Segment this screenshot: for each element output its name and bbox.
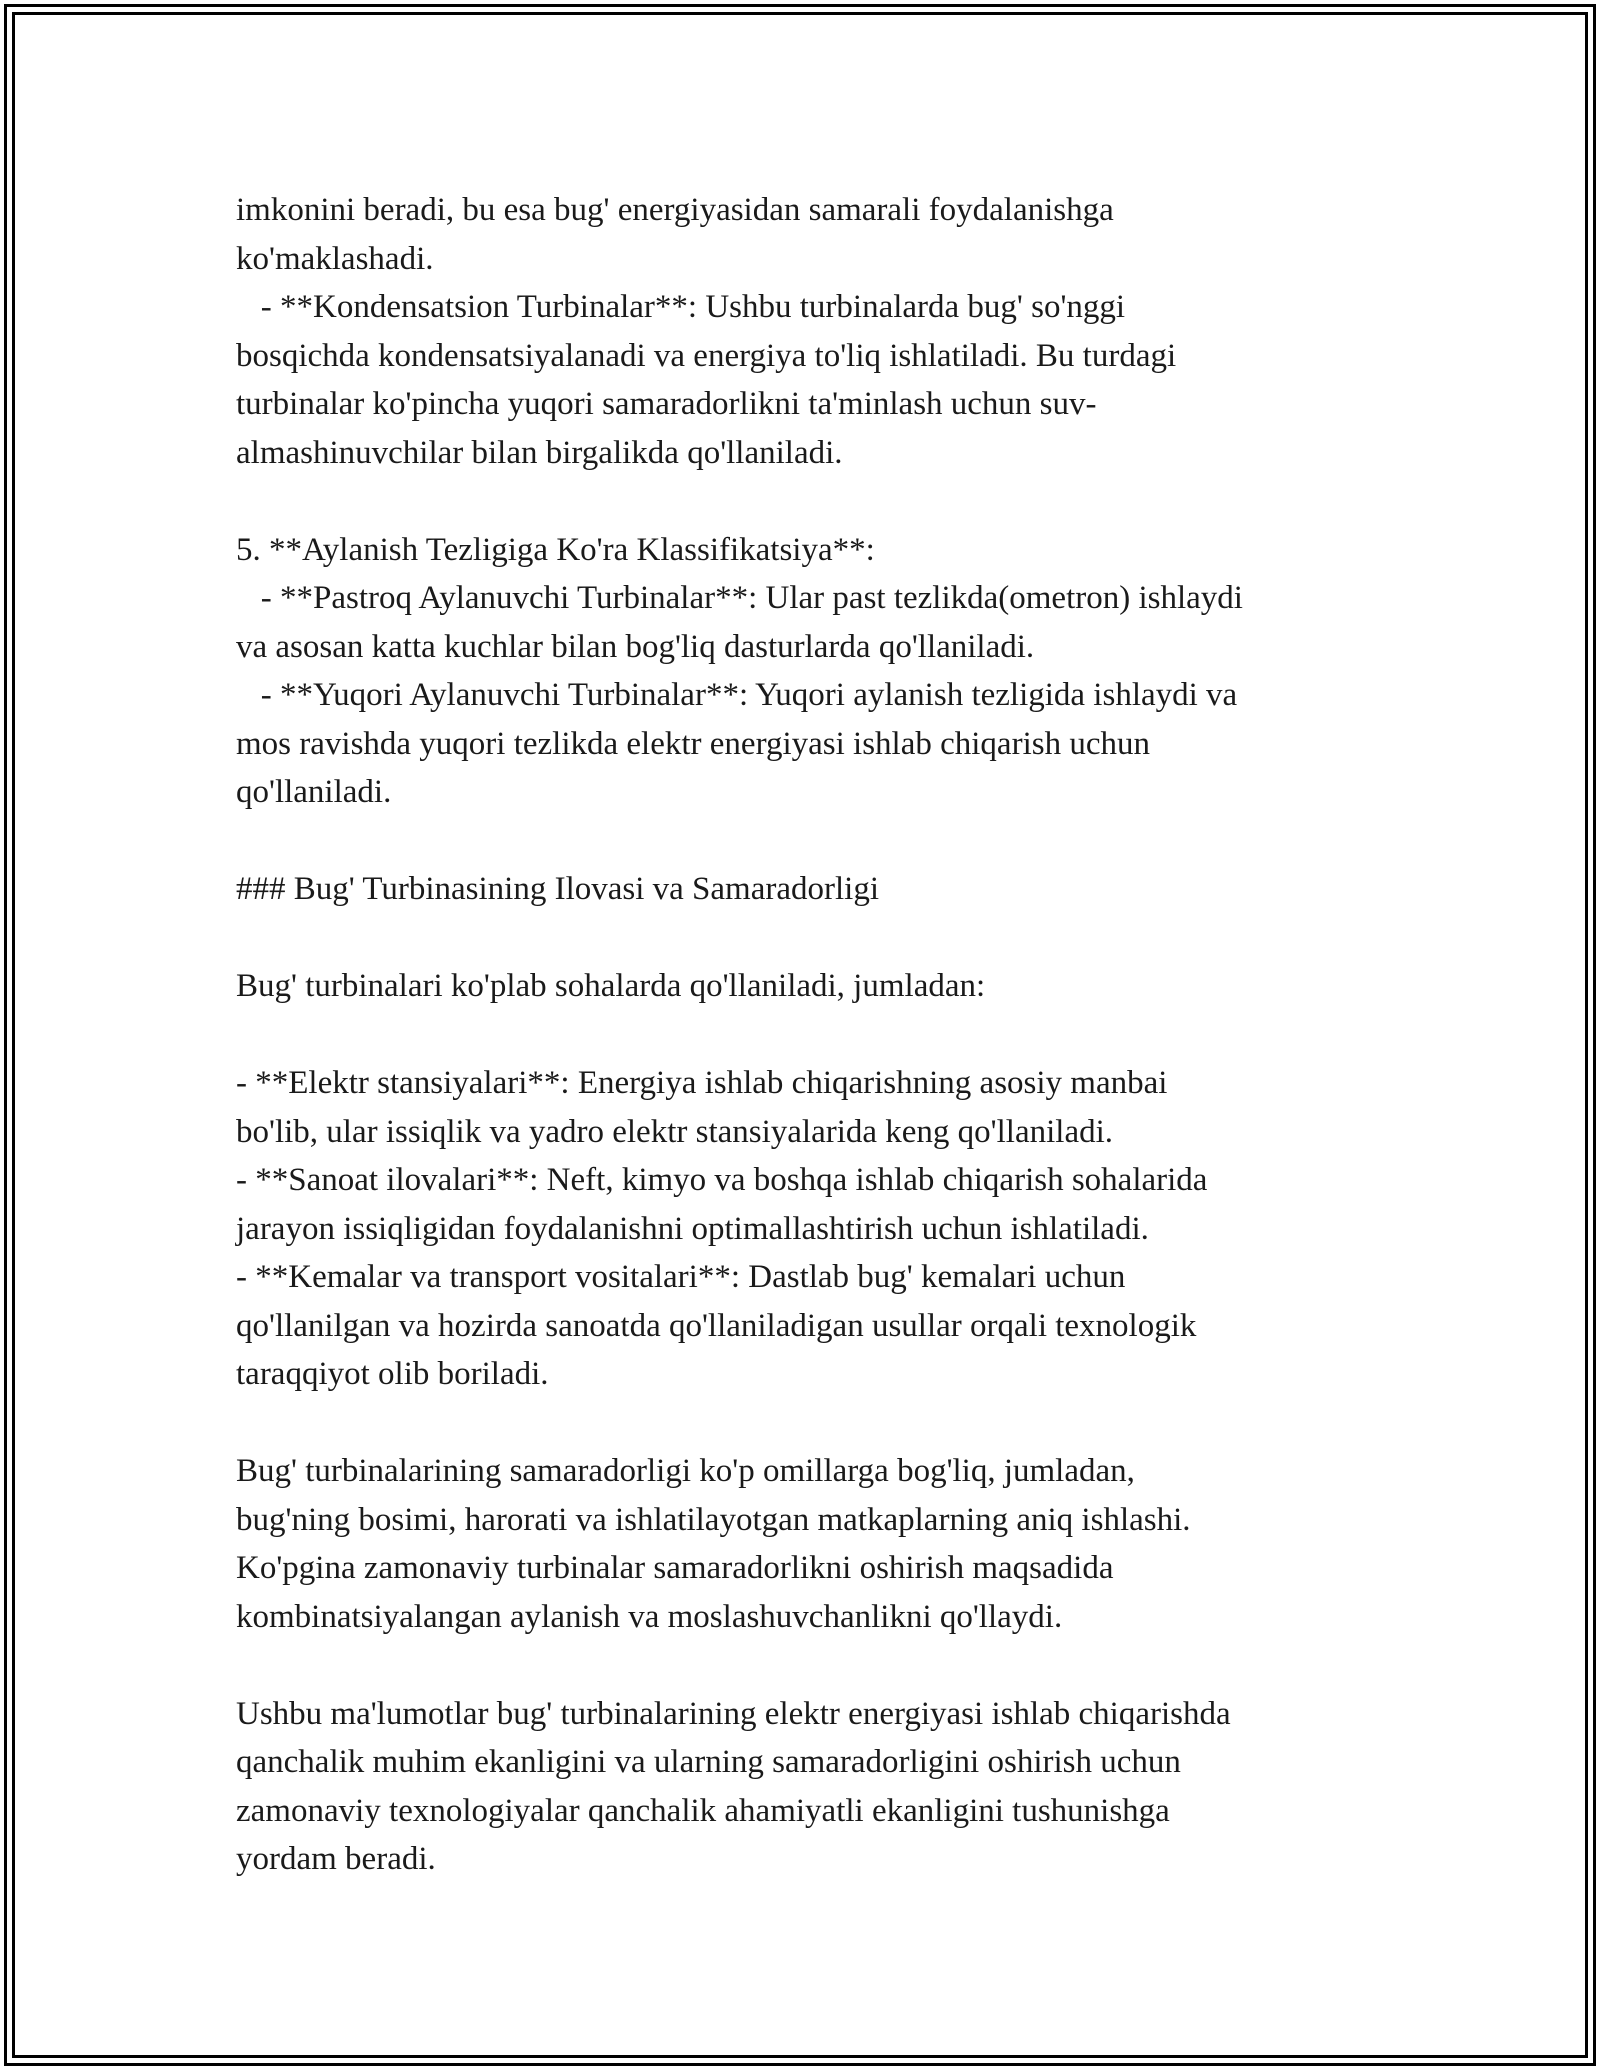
blank-line (236, 1399, 1436, 1448)
text-line: taraqqiyot olib boriladi. (236, 1356, 549, 1392)
text-line: jarayon issiqligidan foydalanishni optimallashtirish uchun ishlatiladi. (236, 1210, 1149, 1247)
text-line: qanchalik muhim ekanligini va ularning samaradorligini oshirish uchun (236, 1744, 1181, 1780)
text-line: almashinuvchilar bilan birgalikda qo'llaniladi. (236, 434, 843, 471)
list-item: - **Elektr stansiyalari**: Energiya ishlab chiqarishning asosiy manbai (236, 1065, 1168, 1101)
text-line: mos ravishda yuqori tezlikda elektr energiyasi ishlab chiqarish uchun (236, 725, 1150, 762)
text-line: yordam beradi. (236, 1841, 436, 1877)
text-line: qo'llaniladi. (236, 774, 392, 810)
text-line: bo'lib, ular issiqlik va yadro elektr stansiyalarida keng qo'llaniladi. (236, 1113, 1114, 1150)
text-line: - **Yuqori Aylanuvchi Turbinalar**: Yuqori aylanish tezligida ishlaydi va (236, 677, 1238, 713)
text-line: zamonaviy texnologiyalar qanchalik ahamiyatli ekanligini tushunishga (236, 1792, 1170, 1829)
section-heading: 5. **Aylanish Tezligiga Ko'ra Klassifikatsiya**: (236, 531, 875, 568)
text-line: imkonini beradi, bu esa bug' energiyasidan samarali foydalanishga (236, 192, 1114, 228)
text-line: qo'llanilgan va hozirda sanoatda qo'llaniladigan usullar orqali texnologik (236, 1307, 1197, 1344)
blank-line (236, 1641, 1436, 1690)
text-line: ko'maklashadi. (236, 240, 434, 277)
text-line: Bug' turbinalarining samaradorligi ko'p omillarga bog'liq, jumladan, (236, 1453, 1135, 1489)
blank-line (236, 477, 1436, 526)
text-line: kombinatsiyalangan aylanish va moslashuvchanlikni qo'llaydi. (236, 1598, 1063, 1635)
document-body (236, 186, 1436, 1884)
text-line: Bug' turbinalari ko'plab sohalarda qo'llaniladi, jumladan: (236, 968, 986, 1004)
blank-line (236, 1011, 1436, 1060)
blank-line (236, 817, 1436, 866)
text-line: - **Kondensatsion Turbinalar**: Ushbu turbinalarda bug' so'nggi (236, 289, 1126, 325)
text-line: bug'ning bosimi, harorati va ishlatilayotgan matkaplarning aniq ishlashi. (236, 1501, 1191, 1538)
text-line: Ko'pgina zamonaviy turbinalar samaradorlikni oshirish maqsadida (236, 1550, 1114, 1586)
text-line: Ushbu ma'lumotlar bug' turbinalarining elektr energiyasi ishlab chiqarishda (236, 1695, 1231, 1732)
blank-line (236, 914, 1436, 963)
list-item: - **Kemalar va transport vositalari**: Dastlab bug' kemalari uchun (236, 1259, 1126, 1295)
text-line: bosqichda kondensatsiyalanadi va energiya to'liq ishlatiladi. Bu turdagi (236, 337, 1177, 374)
text-line: va asosan katta kuchlar bilan bog'liq dasturlarda qo'llaniladi. (236, 628, 1035, 665)
text-line: turbinalar ko'pincha yuqori samaradorlikni ta'minlash uchun suv- (236, 386, 1097, 422)
list-item: - **Sanoat ilovalari**: Neft, kimyo va boshqa ishlab chiqarish sohalarida (236, 1162, 1208, 1198)
text-line: - **Pastroq Aylanuvchi Turbinalar**: Ular past tezlikda(ometron) ishlaydi (236, 580, 1243, 616)
section-heading: ### Bug' Turbinasining Ilovasi va Samaradorligi (236, 871, 880, 907)
